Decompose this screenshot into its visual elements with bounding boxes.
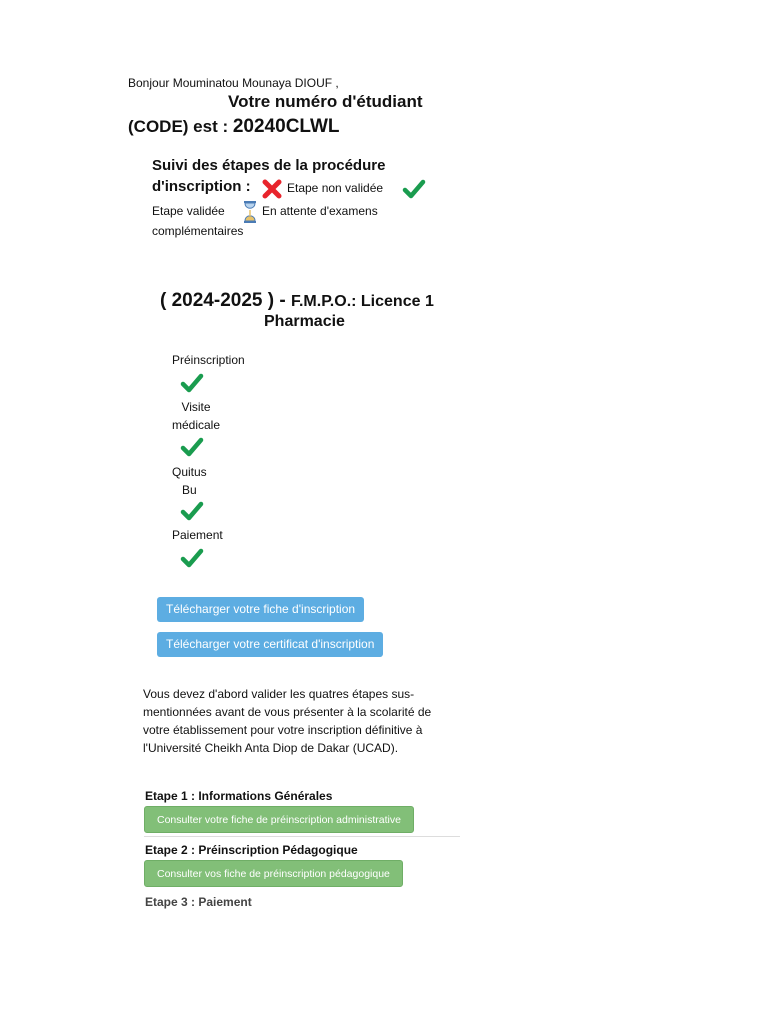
download-certificate-button[interactable]: Télécharger votre certificat d'inscription (157, 632, 383, 657)
legend-pending-cont: complémentaires (152, 224, 244, 238)
etape1-title: Etape 1 : Informations Générales (145, 789, 333, 803)
academic-year: ( 2024-2025 ) - (160, 290, 286, 311)
etape2-title: Etape 2 : Préinscription Pédagogique (145, 843, 358, 857)
student-code-line (128, 116, 340, 138)
legend-title: Suivi des étapes de la procédure (152, 157, 386, 174)
divider (144, 836, 460, 837)
step-quitus-label: Quitus Bu (172, 465, 207, 497)
consult-pedagogic-form-button[interactable]: Consulter vos fiche de préinscription pédagogique (144, 860, 403, 887)
cross-icon (261, 178, 283, 205)
step-visite-label: Visite médicale (172, 400, 221, 432)
legend-pending: En attente d'examens (262, 204, 378, 218)
program-field: Pharmacie (264, 313, 345, 330)
check-icon (180, 547, 204, 574)
legend-title-cont: d'inscription : (152, 178, 251, 195)
check-icon (180, 372, 204, 399)
step-paiement-label: Paiement (172, 528, 223, 542)
student-code-prefix: (CODE) est : (128, 117, 229, 136)
greeting-text: Bonjour Mouminatou Mounaya DIOUF , (128, 76, 339, 90)
student-number-heading: Votre numéro d'étudiant (228, 92, 423, 111)
check-icon (180, 436, 204, 463)
consult-admin-form-button[interactable]: Consulter votre fiche de préinscription administrative (144, 806, 414, 833)
check-icon (402, 178, 426, 205)
legend-not-validated: Etape non validée (287, 181, 384, 195)
notice-text: Vous devez d'abord valider les quatres étapes sus-mentionnées avant de vous présenter à la scolarité de votre établissement pour votre inscription définitive à l'Université Cheikh Anta Diop de Dakar (UCAD). (143, 687, 432, 755)
program-title (160, 290, 434, 312)
download-form-button[interactable]: Télécharger votre fiche d'inscription (157, 597, 364, 622)
program-faculty: F.M.P.O.: Licence 1 (290, 293, 434, 310)
student-code: 20240CLWL (232, 116, 340, 137)
legend-validated: Etape validée (152, 204, 225, 218)
check-icon (180, 500, 204, 527)
etape3-title: Etape 3 : Paiement (145, 895, 252, 909)
step-preinscription-label: Préinscription (172, 353, 245, 367)
